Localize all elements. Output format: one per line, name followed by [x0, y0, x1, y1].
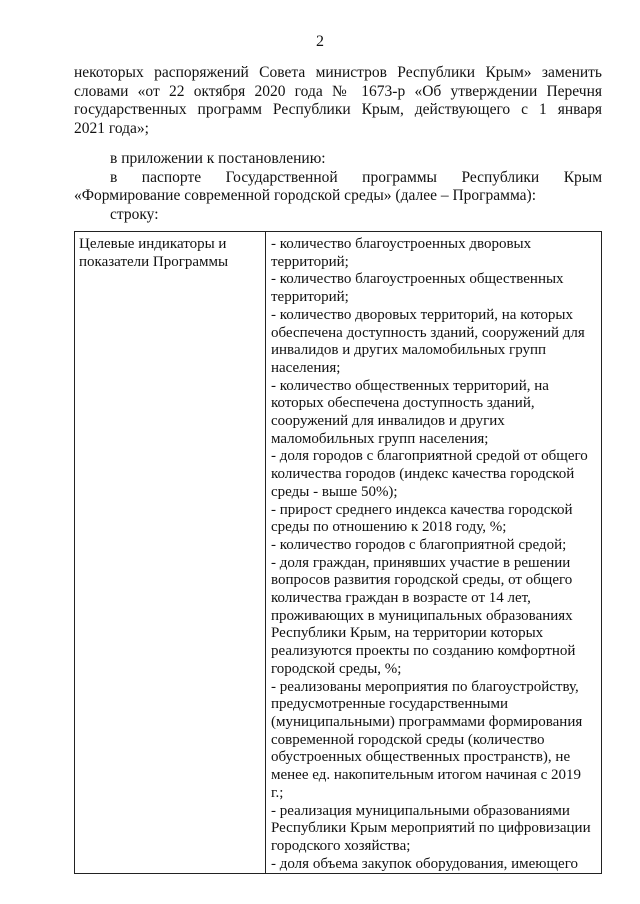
indicator-line: территорий;	[271, 253, 349, 270]
indicator-line: Республики Крым мероприятий по цифровизации	[271, 820, 591, 837]
appendix-line: строку:	[110, 205, 159, 223]
indicator-line: Республики Крым, на территории которых	[271, 625, 544, 642]
appendix-word: паспорте	[141, 168, 202, 186]
indicator-line: - количество городов с благоприятной средой;	[271, 536, 567, 553]
indicator-line: количества граждан в возрасте от 14 лет,	[271, 590, 531, 607]
table-row	[75, 232, 602, 874]
indicator-list-cell	[266, 232, 602, 874]
indicator-line: сооружений для инвалидов и других	[271, 413, 505, 430]
intro-line: государственных программ Республики Крым, действующего с 1 января	[74, 101, 602, 118]
indicator-line: городской среды, %;	[271, 660, 402, 677]
appendix-word: Государственной	[225, 168, 338, 186]
indicator-line: городского хозяйства;	[271, 837, 411, 854]
indicator-line: территорий;	[271, 289, 349, 306]
indicator-line: - количество благоустроенных общественных	[271, 271, 564, 288]
indicator-label-cell	[75, 232, 266, 874]
indicator-line: обустроенных общественных пространств), не	[271, 749, 571, 766]
indicator-line: (муниципальными) программами формирования	[271, 713, 583, 730]
intro-line: словами «от 22 октября 2020 года № 1673-р «Об утверждении Перечня	[74, 82, 602, 100]
indicator-line: - количество дворовых территорий, на которых	[271, 306, 573, 323]
appendix-word: Крым	[563, 168, 602, 186]
appendix-line: «Формирование современной городской среды» (далее – Программа):	[74, 187, 537, 204]
indicator-line: проживающих в муниципальных образованиях	[271, 607, 573, 624]
indicator-line: - доля городов с благоприятной средой от общего	[271, 448, 588, 465]
intro-line: некоторых распоряжений Совета министров Республики Крым» заменить	[74, 64, 602, 81]
indicator-line: вопросов развития городской среды, от общего	[271, 572, 573, 589]
indicator-line: - реализованы мероприятия по благоустройству,	[271, 678, 579, 695]
indicator-line: - прирост среднего индекса качества городской	[271, 501, 573, 518]
appendix-passport-line	[74, 169, 602, 188]
indicator-label-line: Целевые индикаторы и	[79, 236, 227, 252]
appendix-word: программы	[362, 168, 437, 186]
indicator-line: среды по отношению к 2018 году, %;	[271, 519, 507, 536]
indicator-line: реализуются проекты по созданию комфортной	[271, 643, 576, 660]
indicator-line: количества городов (индекс качества городской	[271, 466, 575, 483]
intro-line: 2021 года»;	[74, 119, 149, 137]
indicator-line: маломобильных групп населения;	[271, 430, 489, 447]
page-number: 2	[316, 33, 324, 50]
indicator-line: - доля объема закупок оборудования, имеющего	[271, 855, 578, 872]
indicator-line: - количество общественных территорий, на	[271, 377, 549, 394]
appendix-word: в	[110, 168, 118, 186]
passport-table	[74, 231, 602, 874]
indicator-line: инвалидов и других маломобильных групп	[271, 342, 547, 359]
indicator-line: - реализация муниципальными образованиями	[271, 802, 570, 819]
indicator-line: менее ед. накопительным итогом начиная с 2019 г.;	[271, 767, 582, 801]
indicator-line: - количество благоустроенных дворовых	[271, 236, 532, 252]
indicator-line: - доля граждан, принявших участие в решении	[271, 554, 571, 571]
indicator-line: обеспечена доступность зданий, сооружений для	[271, 324, 585, 341]
indicator-line: среды - выше 50%);	[271, 483, 398, 500]
appendix-line: в приложении к постановлению:	[110, 150, 326, 167]
appendix-paragraph	[74, 150, 602, 224]
indicator-line: населения;	[271, 359, 341, 376]
indicator-line: предусмотренные государственными	[271, 696, 508, 713]
indicator-label-line: показатели Программы	[79, 253, 229, 270]
indicator-line: которых обеспечена доступность зданий,	[271, 395, 535, 412]
indicator-line: современной городской среды (количество	[271, 731, 545, 748]
appendix-word: Республики	[461, 168, 540, 186]
intro-paragraph	[74, 64, 602, 138]
